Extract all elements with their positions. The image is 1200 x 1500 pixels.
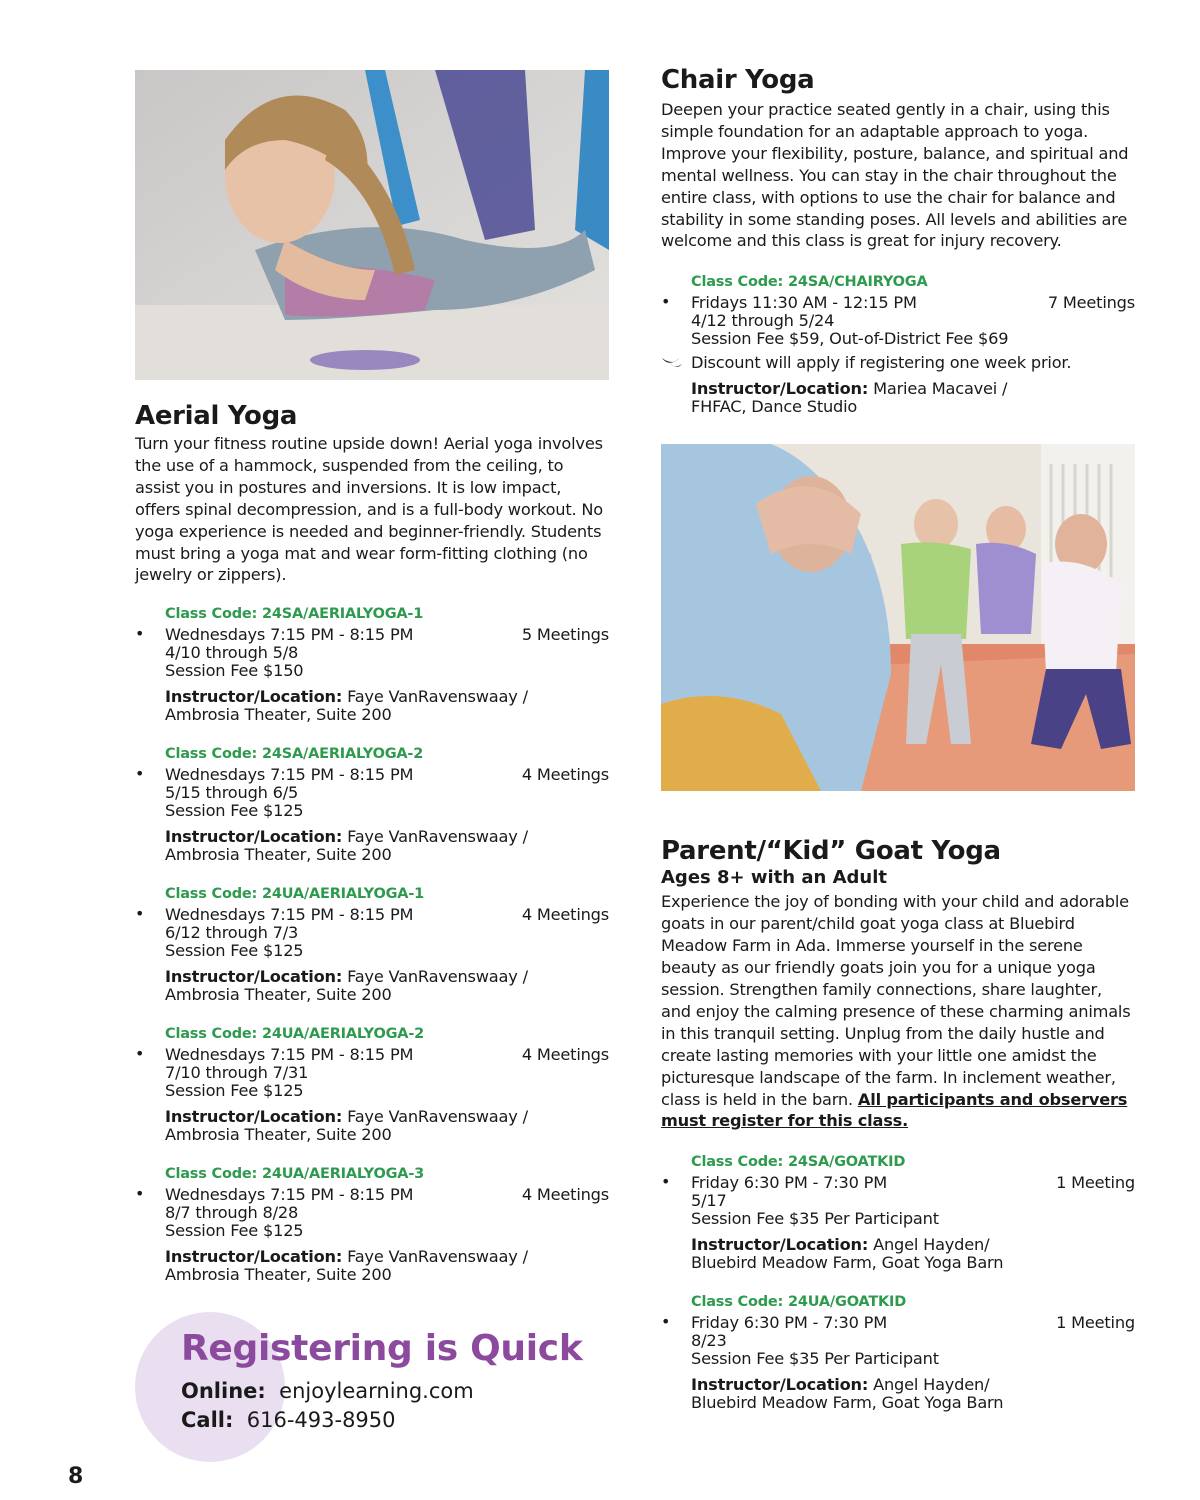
class-code: Class Code: 24SA/AERIALYOGA-2 xyxy=(165,746,424,763)
bullet-icon: • xyxy=(135,764,145,784)
bullet-icon: • xyxy=(135,1184,145,1204)
bullet-icon: • xyxy=(661,292,671,312)
goat-yoga-description: Experience the joy of bonding with your child and adorable goats in our parent/child goat yoga class at Bluebird Meadow Farm in Ada. Immerse yourself in the serene beauty as our friendly goats join you for a unique yoga session. Strengthen family connections, share laughter, and enjoy the calming presence of these charming animals in this tranquil setting. Unplug from the daily hustle and create lasting memories with your little one amidst the picturesque landscape of the farm. In inclement weather, class is held in the barn. All participants and observers must register for this class. xyxy=(661,892,1131,1131)
class-fee: Session Fee $125 xyxy=(165,1221,304,1241)
bullet-icon: • xyxy=(135,624,145,644)
bullet-icon: • xyxy=(661,1312,671,1332)
class-fee: Session Fee $125 xyxy=(165,941,304,961)
register-callout xyxy=(135,1312,635,1462)
page-number: 8 xyxy=(68,1464,84,1489)
class-code: Class Code: 24SA/GOATKID xyxy=(691,1154,906,1171)
chair-yoga-title: Chair Yoga xyxy=(661,65,815,95)
class-fee: Session Fee $35 Per Participant xyxy=(691,1349,939,1369)
class-instructor: Instructor/Location: Angel Hayden/ Bluebird Meadow Farm, Goat Yoga Barn xyxy=(691,1235,1004,1273)
register-phone[interactable]: 616-493-8950 xyxy=(246,1408,396,1432)
class-dates: 7/10 through 7/31 xyxy=(165,1063,309,1083)
class-instructor: Instructor/Location: Angel Hayden/ Bluebird Meadow Farm, Goat Yoga Barn xyxy=(691,1375,1004,1413)
class-dates: 4/12 through 5/24 xyxy=(691,311,835,331)
class-meetings: 5 Meetings xyxy=(521,625,609,645)
goat-class-2 xyxy=(661,1292,1135,1413)
class-code: Class Code: 24UA/AERIALYOGA-1 xyxy=(165,886,425,903)
class-schedule: Wednesdays 7:15 PM - 8:15 PM xyxy=(165,1045,414,1065)
class-instructor: Instructor/Location: Faye VanRavenswaay / Ambrosia Theater, Suite 200 xyxy=(165,827,528,865)
class-fee: Session Fee $150 xyxy=(165,661,304,681)
class-schedule: Wednesdays 7:15 PM - 8:15 PM xyxy=(165,1185,414,1205)
class-schedule: Friday 6:30 PM - 7:30 PM xyxy=(691,1313,887,1333)
aerial-yoga-photo xyxy=(135,70,609,380)
register-online: Online: enjoylearning.com xyxy=(181,1379,474,1403)
aerial-class-2 xyxy=(135,744,609,865)
aerial-class-5 xyxy=(135,1164,609,1285)
class-schedule: Wednesdays 7:15 PM - 8:15 PM xyxy=(165,905,414,925)
register-online-link[interactable]: enjoylearning.com xyxy=(279,1379,474,1403)
chair-yoga-photo xyxy=(661,444,1135,791)
class-code: Class Code: 24SA/AERIALYOGA-1 xyxy=(165,606,424,623)
class-instructor: Instructor/Location: Faye VanRavenswaay / Ambrosia Theater, Suite 200 xyxy=(165,967,528,1005)
class-meetings: 4 Meetings xyxy=(521,1045,609,1065)
aerial-class-3 xyxy=(135,884,609,1005)
aerial-class-1 xyxy=(135,604,609,725)
aerial-yoga-title: Aerial Yoga xyxy=(135,401,298,431)
class-fee: Session Fee $125 xyxy=(165,1081,304,1101)
class-dates: 5/17 xyxy=(691,1191,727,1211)
aerial-yoga-description: Turn your fitness routine upside down! Aerial yoga involves the use of a hammock, suspended from the ceiling, to assist you in postures and inversions. It is low impact, offers spinal decompression, and is a full-body workout. No yoga experience is needed and beginner-friendly. Students must bring a yoga mat and wear form-fitting clothing (no jewelry or zippers). xyxy=(135,434,604,585)
bullet-icon: • xyxy=(135,1044,145,1064)
goat-class-1 xyxy=(661,1152,1135,1273)
bird-icon xyxy=(661,354,683,374)
aerial-yoga-illustration xyxy=(135,70,609,380)
left-column xyxy=(135,70,609,1284)
class-instructor: Instructor/Location: Faye VanRavenswaay / Ambrosia Theater, Suite 200 xyxy=(165,687,528,725)
class-meetings: 1 Meeting xyxy=(1056,1173,1135,1193)
goat-yoga-title: Parent/“Kid” Goat Yoga xyxy=(661,836,1001,867)
register-title: Registering is Quick xyxy=(181,1328,583,1369)
right-column xyxy=(661,64,1135,1412)
goat-yoga-subtitle: Ages 8+ with an Adult xyxy=(661,867,887,889)
class-dates: 8/7 through 8/28 xyxy=(165,1203,299,1223)
chair-yoga-description: Deepen your practice seated gently in a chair, using this simple foundation for an adaptable approach to yoga. Improve your flexibility, posture, balance, and spiritual and mental wellness. You can stay in the chair throughout the entire class, with options to use the chair for balance and stability in some standing poses. All levels and abilities are welcome and this class is great for injury recovery. xyxy=(661,100,1129,251)
class-dates: 5/15 through 6/5 xyxy=(165,783,299,803)
class-instructor: Instructor/Location: Faye VanRavenswaay / Ambrosia Theater, Suite 200 xyxy=(165,1107,528,1145)
class-dates: 8/23 xyxy=(691,1331,727,1351)
class-schedule: Wednesdays 7:15 PM - 8:15 PM xyxy=(165,765,414,785)
class-code: Class Code: 24UA/AERIALYOGA-3 xyxy=(165,1166,425,1183)
discount-note: Discount will apply if registering one week prior. xyxy=(691,354,1135,372)
class-schedule: Wednesdays 7:15 PM - 8:15 PM xyxy=(165,625,414,645)
class-code: Class Code: 24SA/CHAIRYOGA xyxy=(691,274,928,291)
class-meetings: 7 Meetings xyxy=(1047,293,1135,313)
class-fee: Session Fee $59, Out-of-District Fee $69 xyxy=(691,329,1009,349)
class-instructor: Instructor/Location: Faye VanRavenswaay / Ambrosia Theater, Suite 200 xyxy=(165,1247,528,1285)
goat-yoga-register-note: All participants and observers must register for this class. xyxy=(661,1089,1128,1131)
class-instructor: Instructor/Location: Mariea Macavei / FHFAC, Dance Studio xyxy=(691,379,1008,417)
bullet-icon: • xyxy=(135,904,145,924)
class-meetings: 4 Meetings xyxy=(521,905,609,925)
aerial-class-4 xyxy=(135,1024,609,1145)
chair-yoga-class xyxy=(661,272,1135,417)
class-dates: 6/12 through 7/3 xyxy=(165,923,299,943)
class-fee: Session Fee $125 xyxy=(165,801,304,821)
class-code: Class Code: 24UA/GOATKID xyxy=(691,1294,907,1311)
class-schedule: Fridays 11:30 AM - 12:15 PM xyxy=(691,293,917,313)
class-meetings: 1 Meeting xyxy=(1056,1313,1135,1333)
class-schedule: Friday 6:30 PM - 7:30 PM xyxy=(691,1173,887,1193)
chair-yoga-illustration xyxy=(661,444,1135,791)
class-meetings: 4 Meetings xyxy=(521,1185,609,1205)
class-code: Class Code: 24UA/AERIALYOGA-2 xyxy=(165,1026,425,1043)
bullet-icon: • xyxy=(661,1172,671,1192)
class-meetings: 4 Meetings xyxy=(521,765,609,785)
register-call: Call: 616-493-8950 xyxy=(181,1408,396,1432)
class-dates: 4/10 through 5/8 xyxy=(165,643,299,663)
class-fee: Session Fee $35 Per Participant xyxy=(691,1209,939,1229)
